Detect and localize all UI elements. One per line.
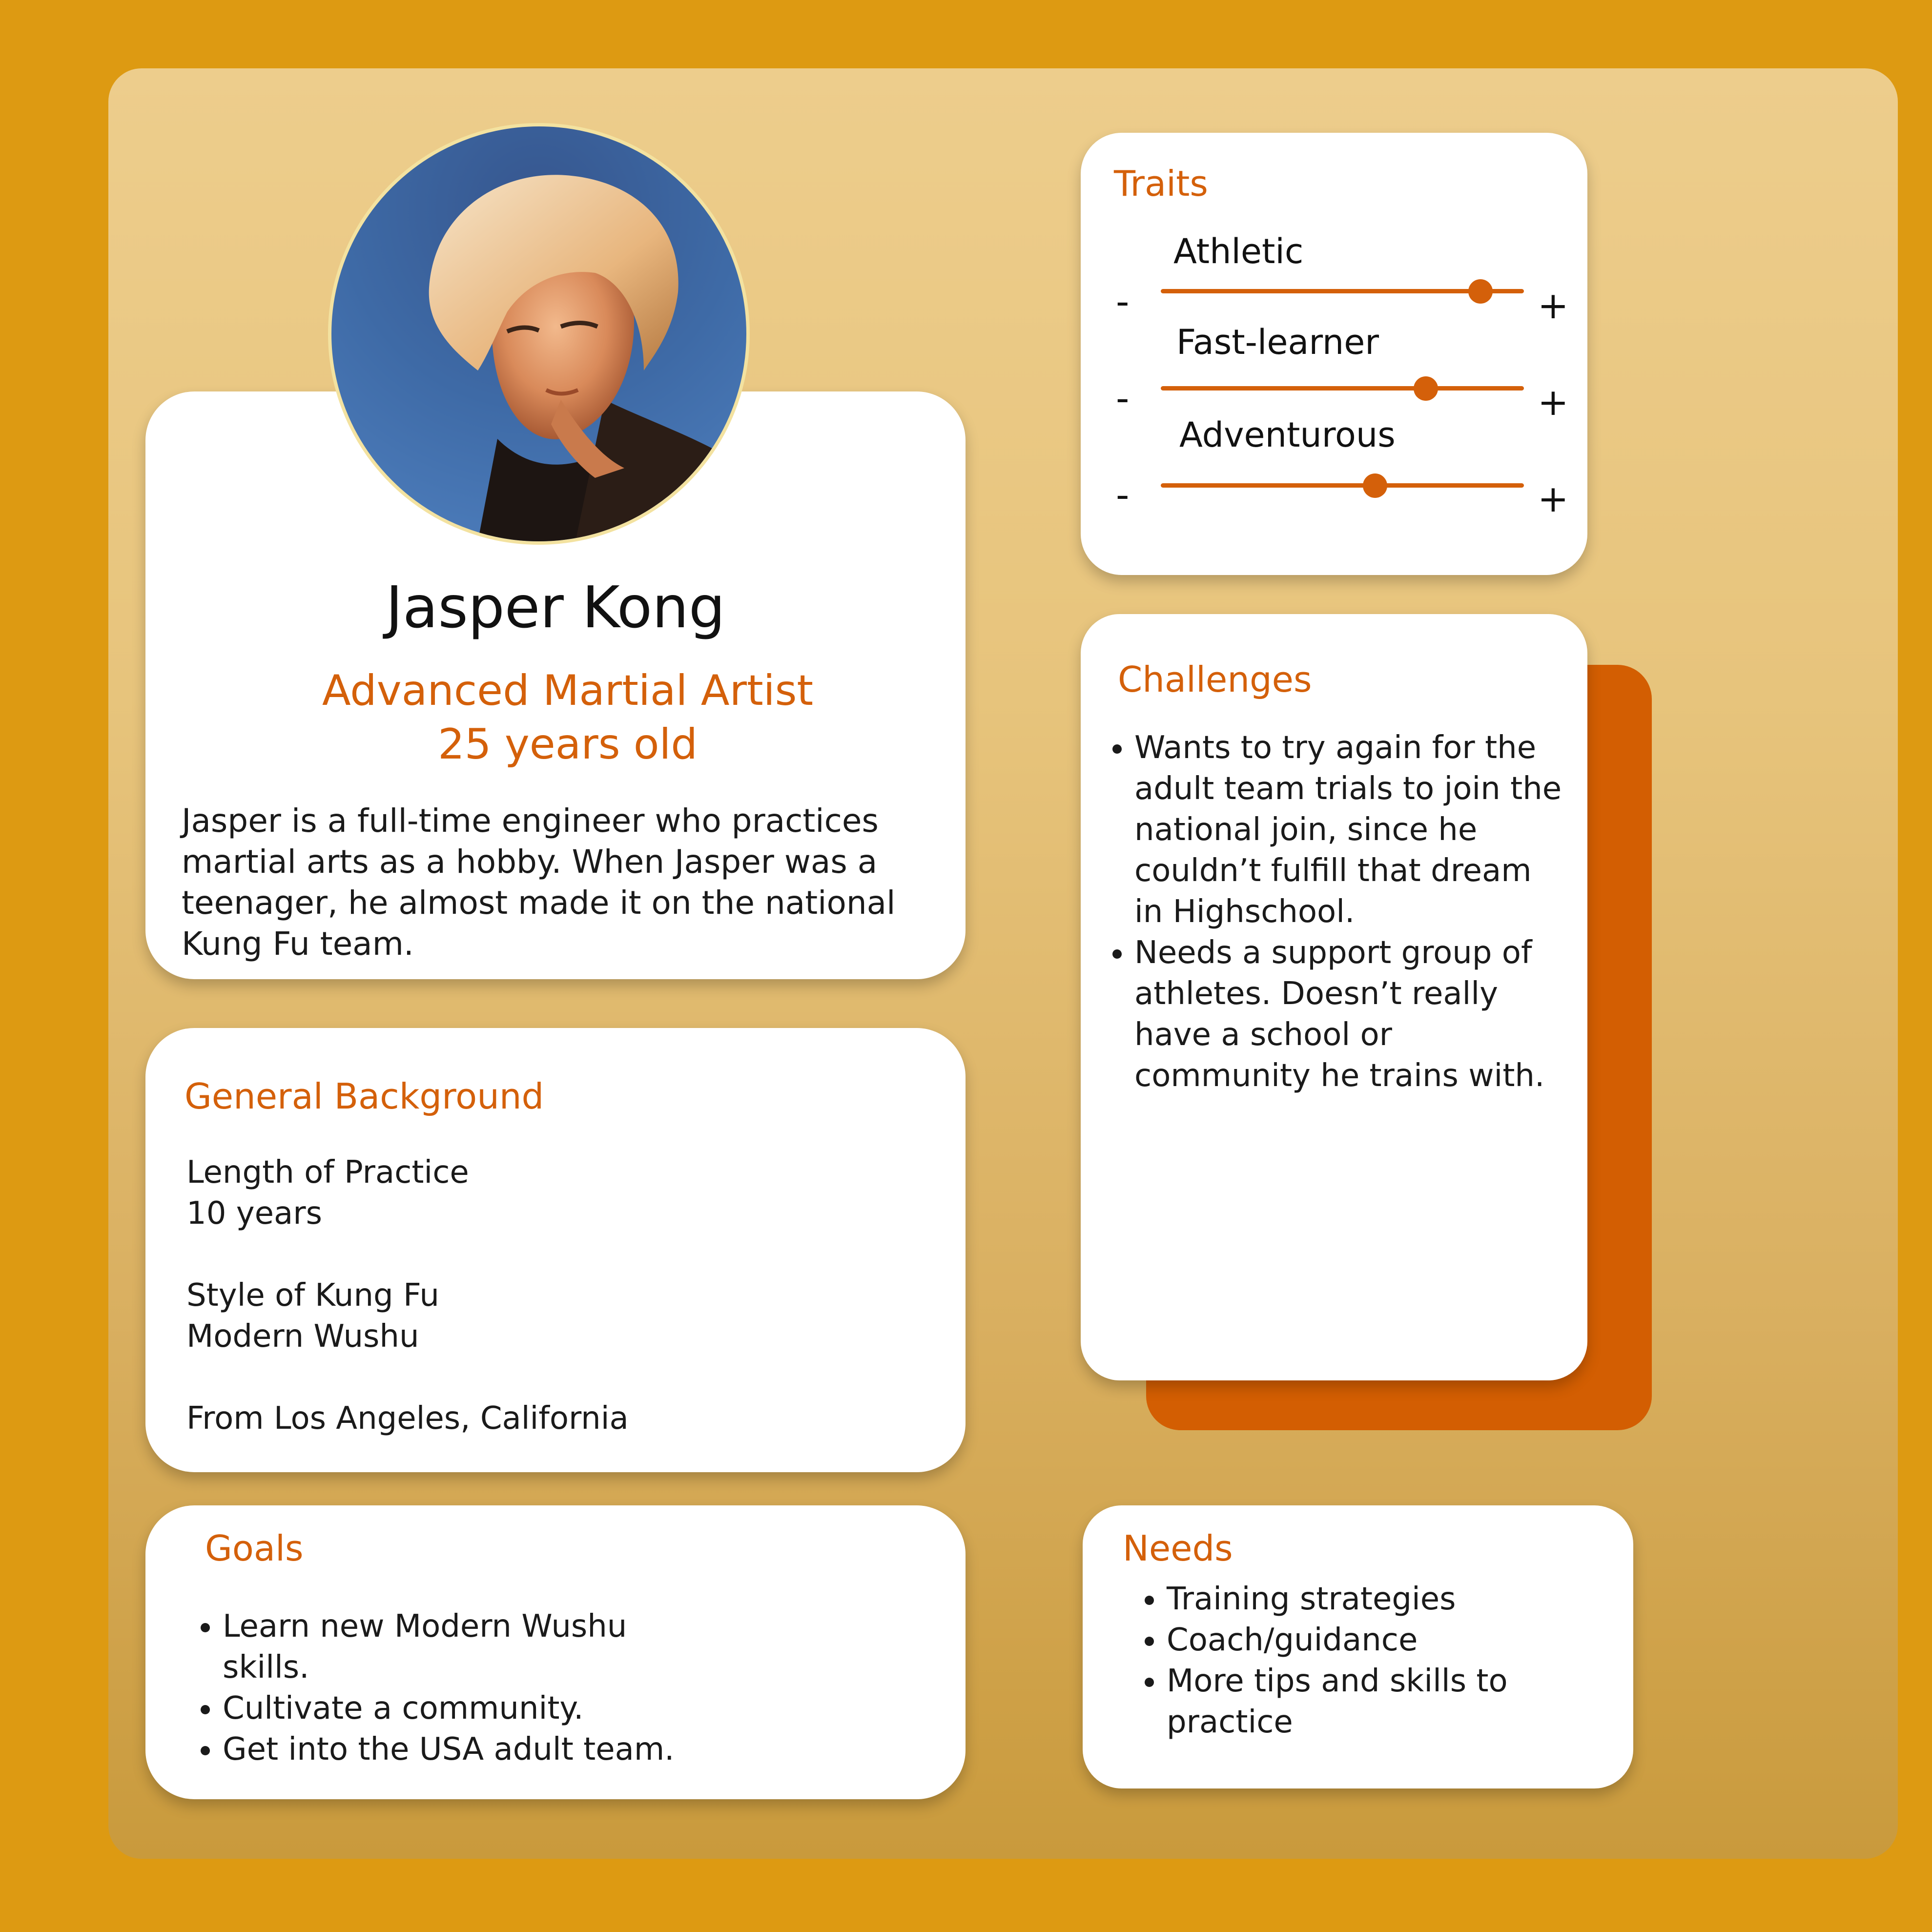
goal-item: • Learn new Modern Wushu skills. [223, 1606, 723, 1688]
needs-heading: Needs [1123, 1528, 1233, 1569]
goal-item: • Get into the USA adult team. [223, 1729, 723, 1770]
needs-list-wrapper [1130, 1579, 1624, 1743]
kung-fu-style-value: Modern Wushu [186, 1318, 419, 1355]
goals-list-wrapper [186, 1606, 723, 1770]
persona-bio: Jasper is a full-time engineer who practices martial arts as a hobby. When Jasper was a teenager, he almost made it on the national Kung Fu team. [182, 802, 896, 963]
kung-fu-style-label: Style of Kung Fu [186, 1277, 439, 1314]
trait-minus-sign: - [1116, 473, 1130, 516]
goal-item: • Cultivate a community. [223, 1688, 723, 1729]
trait-slider-knob[interactable] [1414, 376, 1438, 401]
persona-role [145, 664, 990, 771]
trait-slider-knob[interactable] [1468, 279, 1493, 304]
need-item: • More tips and skills to practice [1167, 1661, 1624, 1743]
trait-minus-sign: - [1116, 280, 1130, 323]
challenges-heading: Challenges [1118, 659, 1312, 700]
trait-plus-sign: + [1538, 477, 1569, 520]
trait-minus-sign: - [1116, 376, 1130, 420]
challenge-item: • Wants to try again for the adult team trials to join the national join, since he couldn’t fulfill that dream in Highschool. [1134, 727, 1567, 932]
age-label: 25 years old [438, 720, 698, 769]
goals-list [186, 1606, 723, 1770]
traits-heading: Traits [1114, 163, 1208, 204]
need-item: • Coach/guidance [1167, 1620, 1624, 1661]
avatar [328, 123, 750, 545]
origin-text: From Los Angeles, California [186, 1400, 629, 1437]
trait-label: Adventurous [1179, 415, 1396, 455]
general-background-heading: General Background [185, 1076, 544, 1117]
trait-slider-track[interactable] [1161, 386, 1524, 391]
challenges-list-wrapper [1098, 727, 1567, 1096]
trait-slider-track[interactable] [1161, 483, 1524, 488]
trait-slider-knob[interactable] [1363, 473, 1387, 498]
length-of-practice-value: 10 years [186, 1195, 322, 1232]
need-item: • Training strategies [1167, 1579, 1624, 1620]
persona-name: Jasper Kong [386, 574, 725, 641]
trait-plus-sign: + [1538, 380, 1569, 424]
general-background-details [186, 1152, 919, 1439]
needs-list [1130, 1579, 1624, 1743]
goals-heading: Goals [205, 1528, 304, 1569]
portrait-image [331, 126, 746, 541]
trait-plus-sign: + [1538, 284, 1569, 327]
challenge-item: • Needs a support group of athletes. Doesn’t really have a school or community he trains with. [1134, 932, 1567, 1096]
role-title: Advanced Martial Artist [322, 666, 814, 715]
trait-label: Fast-learner [1176, 322, 1379, 362]
challenges-list [1098, 727, 1567, 1096]
trait-label: Athletic [1173, 231, 1304, 271]
length-of-practice-label: Length of Practice [186, 1154, 469, 1191]
